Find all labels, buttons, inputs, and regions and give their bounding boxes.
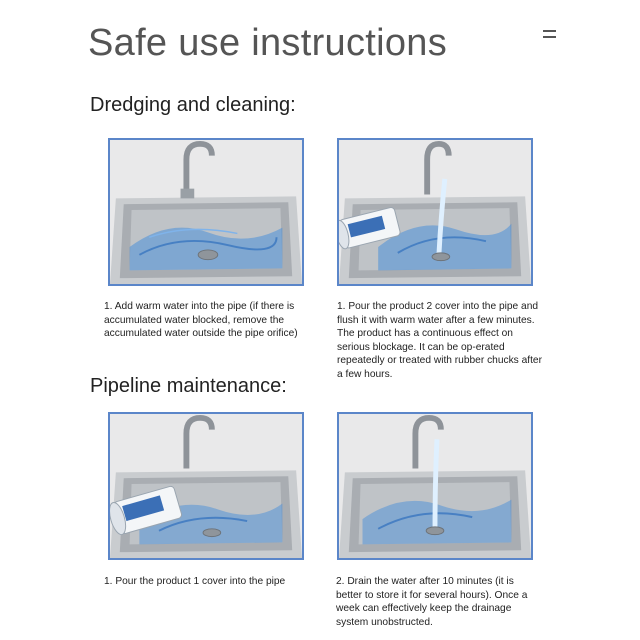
- section-heading-pipeline-maintenance: Pipeline maintenance:: [90, 375, 287, 397]
- section-heading-dredging: Dredging and cleaning:: [90, 94, 296, 116]
- page-title: Safe use instructions: [88, 22, 448, 64]
- caption-step-add-warm-water: 1. Add warm water into the pipe (if there is accumulated water blocked, remove the accumulated water outside the pipe orifice): [104, 301, 298, 340]
- image-pour-product-into-sink: [108, 412, 304, 560]
- image-sink-with-water: [108, 138, 304, 286]
- caption-step-pour-product-2: 1. Pour the product 2 cover into the pipe and flush it with warm water after a few minutes. The product has a continuous effect on serious blockage. It can be op-erated repeatedly or treated with rubber chucks after a few hours.: [337, 301, 542, 380]
- image-faucet-running-drain: [337, 412, 533, 560]
- image-pour-product-faucet-running: [337, 138, 533, 286]
- caption-step-pour-product-1: 1. Pour the product 1 cover into the pipe: [104, 576, 286, 587]
- caption-step-drain-water: 2. Drain the water after 10 minutes (it is better to store it for several hours). Once a week can effectively keep the drainage system unobstructed.: [336, 576, 528, 628]
- menu-icon[interactable]: [543, 29, 556, 39]
